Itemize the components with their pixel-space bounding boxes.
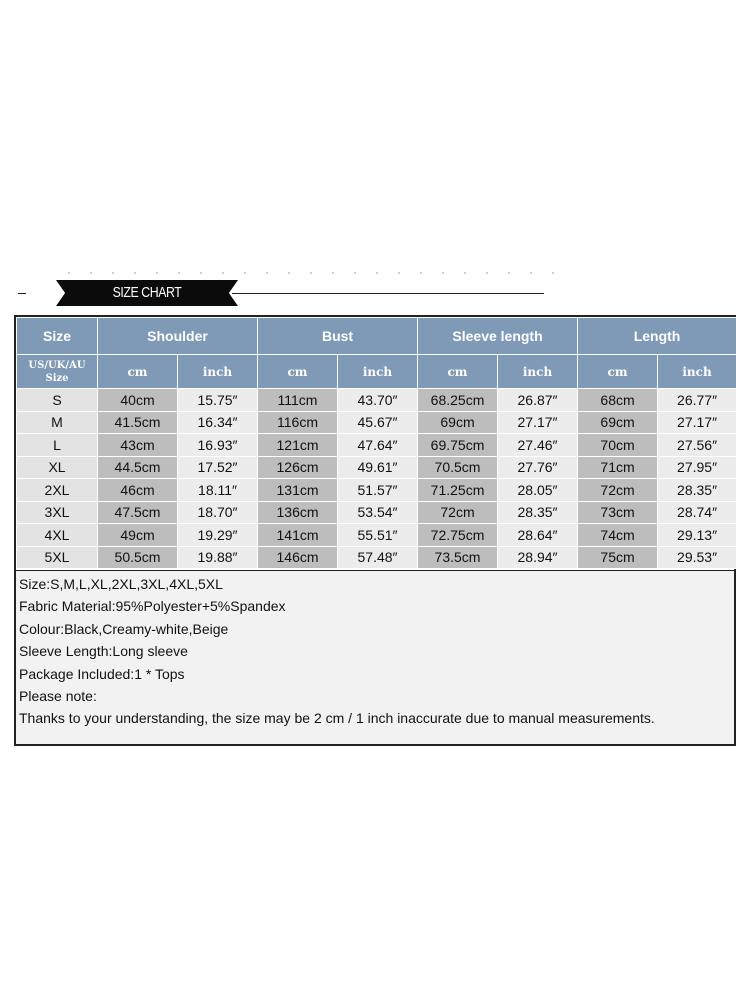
size-cell: 3XL <box>17 501 98 524</box>
sleeve-inch-cell: 27.17″ <box>498 411 578 434</box>
length-inch-cell: 29.13″ <box>658 524 737 547</box>
header-row-units <box>17 355 737 389</box>
shoulder-inch-cell: 18.11″ <box>178 479 258 502</box>
length-inch-cell: 27.17″ <box>658 411 737 434</box>
unit-inch-header: inch <box>338 355 418 389</box>
note-sizes: Size:S,M,L,XL,2XL,3XL,4XL,5XL <box>19 576 223 592</box>
shoulder-cm-cell: 47.5cm <box>98 501 178 524</box>
size-cell: S <box>17 389 98 412</box>
bust-inch-cell: 55.51″ <box>338 524 418 547</box>
table-row <box>17 456 737 479</box>
unit-inch-header: inch <box>658 355 737 389</box>
region-size-header <box>17 355 98 389</box>
shoulder-inch-cell: 18.70″ <box>178 501 258 524</box>
unit-inch-header: inch <box>498 355 578 389</box>
size-chart-banner <box>18 278 546 308</box>
length-inch-cell: 27.56″ <box>658 434 737 457</box>
table-row <box>17 524 737 547</box>
sleeve-inch-cell: 28.64″ <box>498 524 578 547</box>
sleeve-cm-cell: 68.25cm <box>418 389 498 412</box>
sleeve-cm-cell: 73.5cm <box>418 546 498 569</box>
sleeve-cm-cell: 69.75cm <box>418 434 498 457</box>
length-cm-cell: 70cm <box>578 434 658 457</box>
header-row-groups <box>17 318 737 355</box>
length-cm-cell: 69cm <box>578 411 658 434</box>
region-size-label: Size <box>45 372 69 384</box>
shoulder-inch-cell: 16.93″ <box>178 434 258 457</box>
table-row <box>17 434 737 457</box>
sleeve-cm-cell: 72.75cm <box>418 524 498 547</box>
sleeve-inch-cell: 28.35″ <box>498 501 578 524</box>
note-package: Package Included:1 * Tops <box>19 665 185 682</box>
shoulder-cm-cell: 41.5cm <box>98 411 178 434</box>
shoulder-cm-cell: 44.5cm <box>98 456 178 479</box>
length-inch-cell: 26.77″ <box>658 389 737 412</box>
sleeve-inch-cell: 28.94″ <box>498 546 578 569</box>
sleeve-inch-cell: 26.87″ <box>498 389 578 412</box>
note-disclaimer: Thanks to your understanding, the size may be 2 cm / 1 inch inaccurate due to manual measurements. <box>19 710 655 727</box>
length-header: Length <box>578 318 737 355</box>
banner-rule <box>232 293 544 294</box>
size-cell: M <box>17 411 98 434</box>
unit-cm-header: cm <box>258 355 338 389</box>
size-cell: L <box>17 434 98 457</box>
shoulder-inch-cell: 16.34″ <box>178 411 258 434</box>
sleeve-length-header: Sleeve length <box>418 318 578 355</box>
table-row <box>17 479 737 502</box>
size-header: Size <box>17 318 98 355</box>
note-sleeve: Sleeve Length:Long sleeve <box>19 643 188 660</box>
bust-inch-cell: 45.67″ <box>338 411 418 434</box>
shoulder-cm-cell: 40cm <box>98 389 178 412</box>
length-cm-cell: 72cm <box>578 479 658 502</box>
length-inch-cell: 29.53″ <box>658 546 737 569</box>
length-cm-cell: 71cm <box>578 456 658 479</box>
note-fabric: Fabric Material:95%Polyester+5%Spandex <box>19 598 286 615</box>
table-row <box>17 389 737 412</box>
size-cell: 4XL <box>17 524 98 547</box>
unit-cm-header: cm <box>418 355 498 389</box>
bust-inch-cell: 49.61″ <box>338 456 418 479</box>
product-notes <box>16 570 734 744</box>
shoulder-cm-cell: 49cm <box>98 524 178 547</box>
shoulder-inch-cell: 19.29″ <box>178 524 258 547</box>
banner-dash <box>18 293 26 294</box>
length-inch-cell: 28.74″ <box>658 501 737 524</box>
sleeve-inch-cell: 27.76″ <box>498 456 578 479</box>
length-cm-cell: 68cm <box>578 389 658 412</box>
size-table <box>16 317 737 569</box>
bust-cm-cell: 126cm <box>258 456 338 479</box>
sleeve-cm-cell: 71.25cm <box>418 479 498 502</box>
table-row <box>17 411 737 434</box>
length-inch-cell: 28.35″ <box>658 479 737 502</box>
region-label: US/UK/AU <box>28 359 86 371</box>
unit-inch-header: inch <box>178 355 258 389</box>
size-chart-panel <box>14 315 736 746</box>
size-cell: 5XL <box>17 546 98 569</box>
shoulder-inch-cell: 19.88″ <box>178 546 258 569</box>
length-cm-cell: 75cm <box>578 546 658 569</box>
bust-cm-cell: 111cm <box>258 389 338 412</box>
bust-inch-cell: 51.57″ <box>338 479 418 502</box>
shoulder-cm-cell: 46cm <box>98 479 178 502</box>
bust-cm-cell: 121cm <box>258 434 338 457</box>
shoulder-inch-cell: 17.52″ <box>178 456 258 479</box>
length-cm-cell: 73cm <box>578 501 658 524</box>
bust-inch-cell: 47.64″ <box>338 434 418 457</box>
table-row <box>17 501 737 524</box>
sleeve-cm-cell: 72cm <box>418 501 498 524</box>
bust-header: Bust <box>258 318 418 355</box>
sleeve-cm-cell: 69cm <box>418 411 498 434</box>
shoulder-inch-cell: 15.75″ <box>178 389 258 412</box>
sleeve-cm-cell: 70.5cm <box>418 456 498 479</box>
sleeve-inch-cell: 28.05″ <box>498 479 578 502</box>
shoulder-cm-cell: 43cm <box>98 434 178 457</box>
sleeve-inch-cell: 27.46″ <box>498 434 578 457</box>
length-inch-cell: 27.95″ <box>658 456 737 479</box>
length-cm-cell: 74cm <box>578 524 658 547</box>
banner-title: SIZE CHART <box>112 284 182 301</box>
shoulder-header: Shoulder <box>98 318 258 355</box>
note-please: Please note: <box>19 688 97 705</box>
bust-inch-cell: 57.48″ <box>338 546 418 569</box>
bust-cm-cell: 116cm <box>258 411 338 434</box>
note-colour: Colour:Black,Creamy-white,Beige <box>19 620 229 637</box>
dotted-divider <box>58 271 568 275</box>
unit-cm-header: cm <box>98 355 178 389</box>
table-row <box>17 546 737 569</box>
bust-cm-cell: 136cm <box>258 501 338 524</box>
shoulder-cm-cell: 50.5cm <box>98 546 178 569</box>
bust-cm-cell: 141cm <box>258 524 338 547</box>
size-cell: XL <box>17 456 98 479</box>
bust-inch-cell: 43.70″ <box>338 389 418 412</box>
unit-cm-header: cm <box>578 355 658 389</box>
bust-cm-cell: 146cm <box>258 546 338 569</box>
bust-cm-cell: 131cm <box>258 479 338 502</box>
bust-inch-cell: 53.54″ <box>338 501 418 524</box>
size-cell: 2XL <box>17 479 98 502</box>
